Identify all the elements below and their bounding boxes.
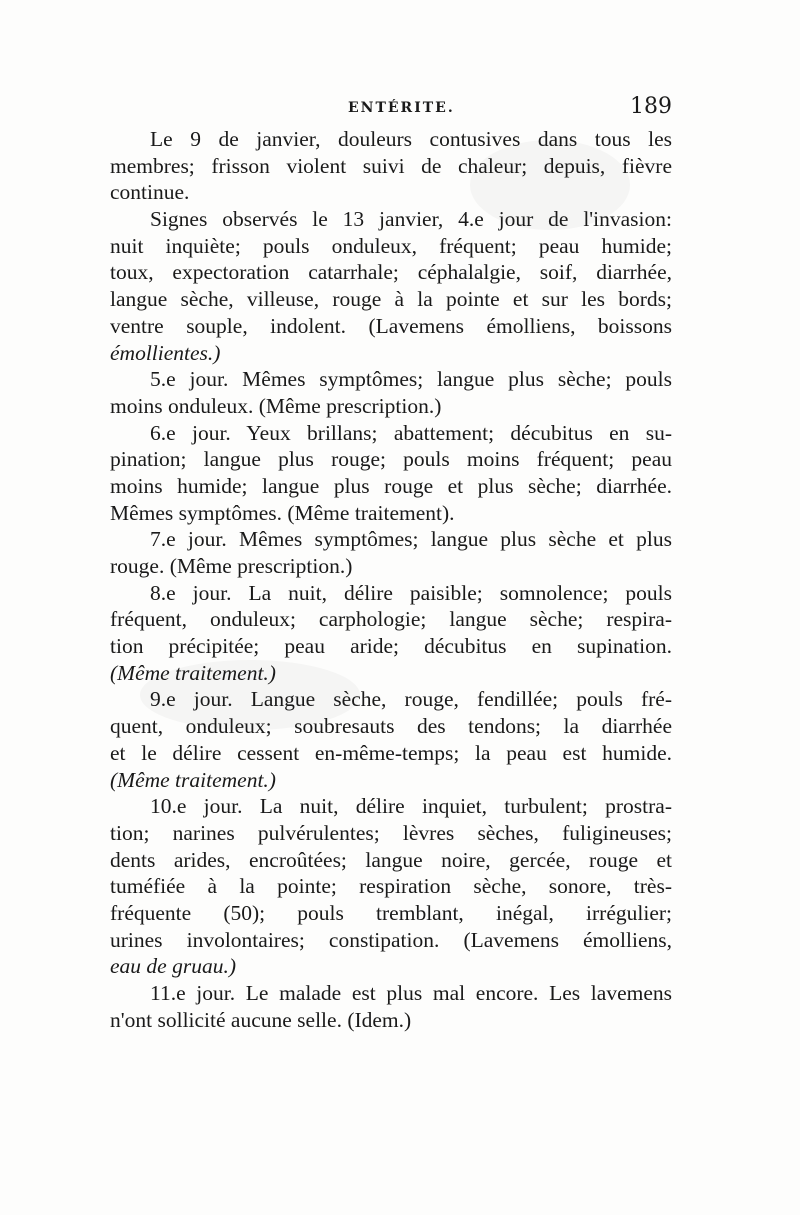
body-text (110, 126, 672, 1033)
text-line: moins onduleux. (Même prescription.) (110, 393, 442, 418)
text-line: 9.e jour. Langue sèche, rouge, fendillée; pouls fré- (150, 687, 672, 712)
text-line: quent, onduleux; soubresauts des tendons; la diarrhée (110, 714, 672, 739)
text-line: tion précipitée; peau aride; décubitus en supination. (110, 634, 672, 659)
text-line: ventre souple, indolent. (Lavemens émolliens, boissons (110, 313, 672, 338)
text-line: tion; narines pulvérulentes; lèvres sèches, fuligineuses; (110, 820, 672, 845)
text-line: urines involontaires; constipation. (Lavemens émolliens, (110, 927, 672, 952)
text-line: 5.e jour. Mêmes symptômes; langue plus sèche; pouls (150, 367, 672, 392)
text-line: nuit inquiète; pouls onduleux, fréquent; peau humide; (110, 233, 672, 258)
text-line: (Même traitement.) (110, 767, 276, 792)
text-line: rouge. (Même prescription.) (110, 554, 353, 578)
running-title: ENTÉRITE. (348, 100, 455, 116)
text-line: 11.e jour. Le malade est plus mal encore. Les lavemens (150, 981, 672, 1005)
text-line: 10.e jour. La nuit, délire inquiet, turbulent; prostra- (150, 794, 672, 819)
text-line: eau de gruau.) (110, 954, 236, 979)
text-line: Le 9 de janvier, douleurs contusives dans tous les (150, 127, 672, 151)
text-line: n'ont sollicité aucune selle. (Idem.) (110, 1007, 412, 1032)
text-line: langue sèche, villeuse, rouge à la pointe et sur les bords; (110, 287, 672, 312)
text-line: Mêmes symptômes. (Même traitement). (110, 500, 455, 525)
text-line: et le délire cessent en-même-temps; la peau est humide. (110, 740, 672, 765)
text-line: Signes observés le 13 janvier, 4.e jour de l'invasion: (150, 207, 672, 232)
text-line: (Même traitement.) (110, 660, 276, 685)
text-line: 6.e jour. Yeux brillans; abattement; décubitus en su- (150, 420, 672, 445)
text-line: 8.e jour. La nuit, délire paisible; somnolence; pouls (150, 580, 672, 605)
text-line: 7.e jour. Mêmes symptômes; langue plus sèche et plus (150, 527, 672, 552)
page-header (112, 94, 672, 124)
text-line: dents arides, encroûtées; langue noire, gercée, rouge et (110, 847, 672, 872)
text-line: toux, expectoration catarrhale; céphalalgie, soif, diarrhée, (110, 260, 672, 285)
text-line: tuméfiée à la pointe; respiration sèche, sonore, très- (110, 874, 672, 899)
text-line: membres; frisson violent suivi de chaleur; depuis, fièvre (110, 153, 672, 178)
text-line: moins humide; langue plus rouge et plus sèche; diarrhée. (110, 473, 672, 498)
text-line: continue. (110, 180, 190, 205)
page-number: 189 (630, 94, 672, 119)
text-line: fréquente (50); pouls tremblant, inégal, irrégulier; (110, 900, 672, 925)
text-line: pination; langue plus rouge; pouls moins fréquent; peau (110, 447, 672, 472)
text-line: fréquent, onduleux; carphologie; langue sèche; respira- (110, 607, 672, 632)
text-line: émollientes.) (110, 340, 221, 365)
